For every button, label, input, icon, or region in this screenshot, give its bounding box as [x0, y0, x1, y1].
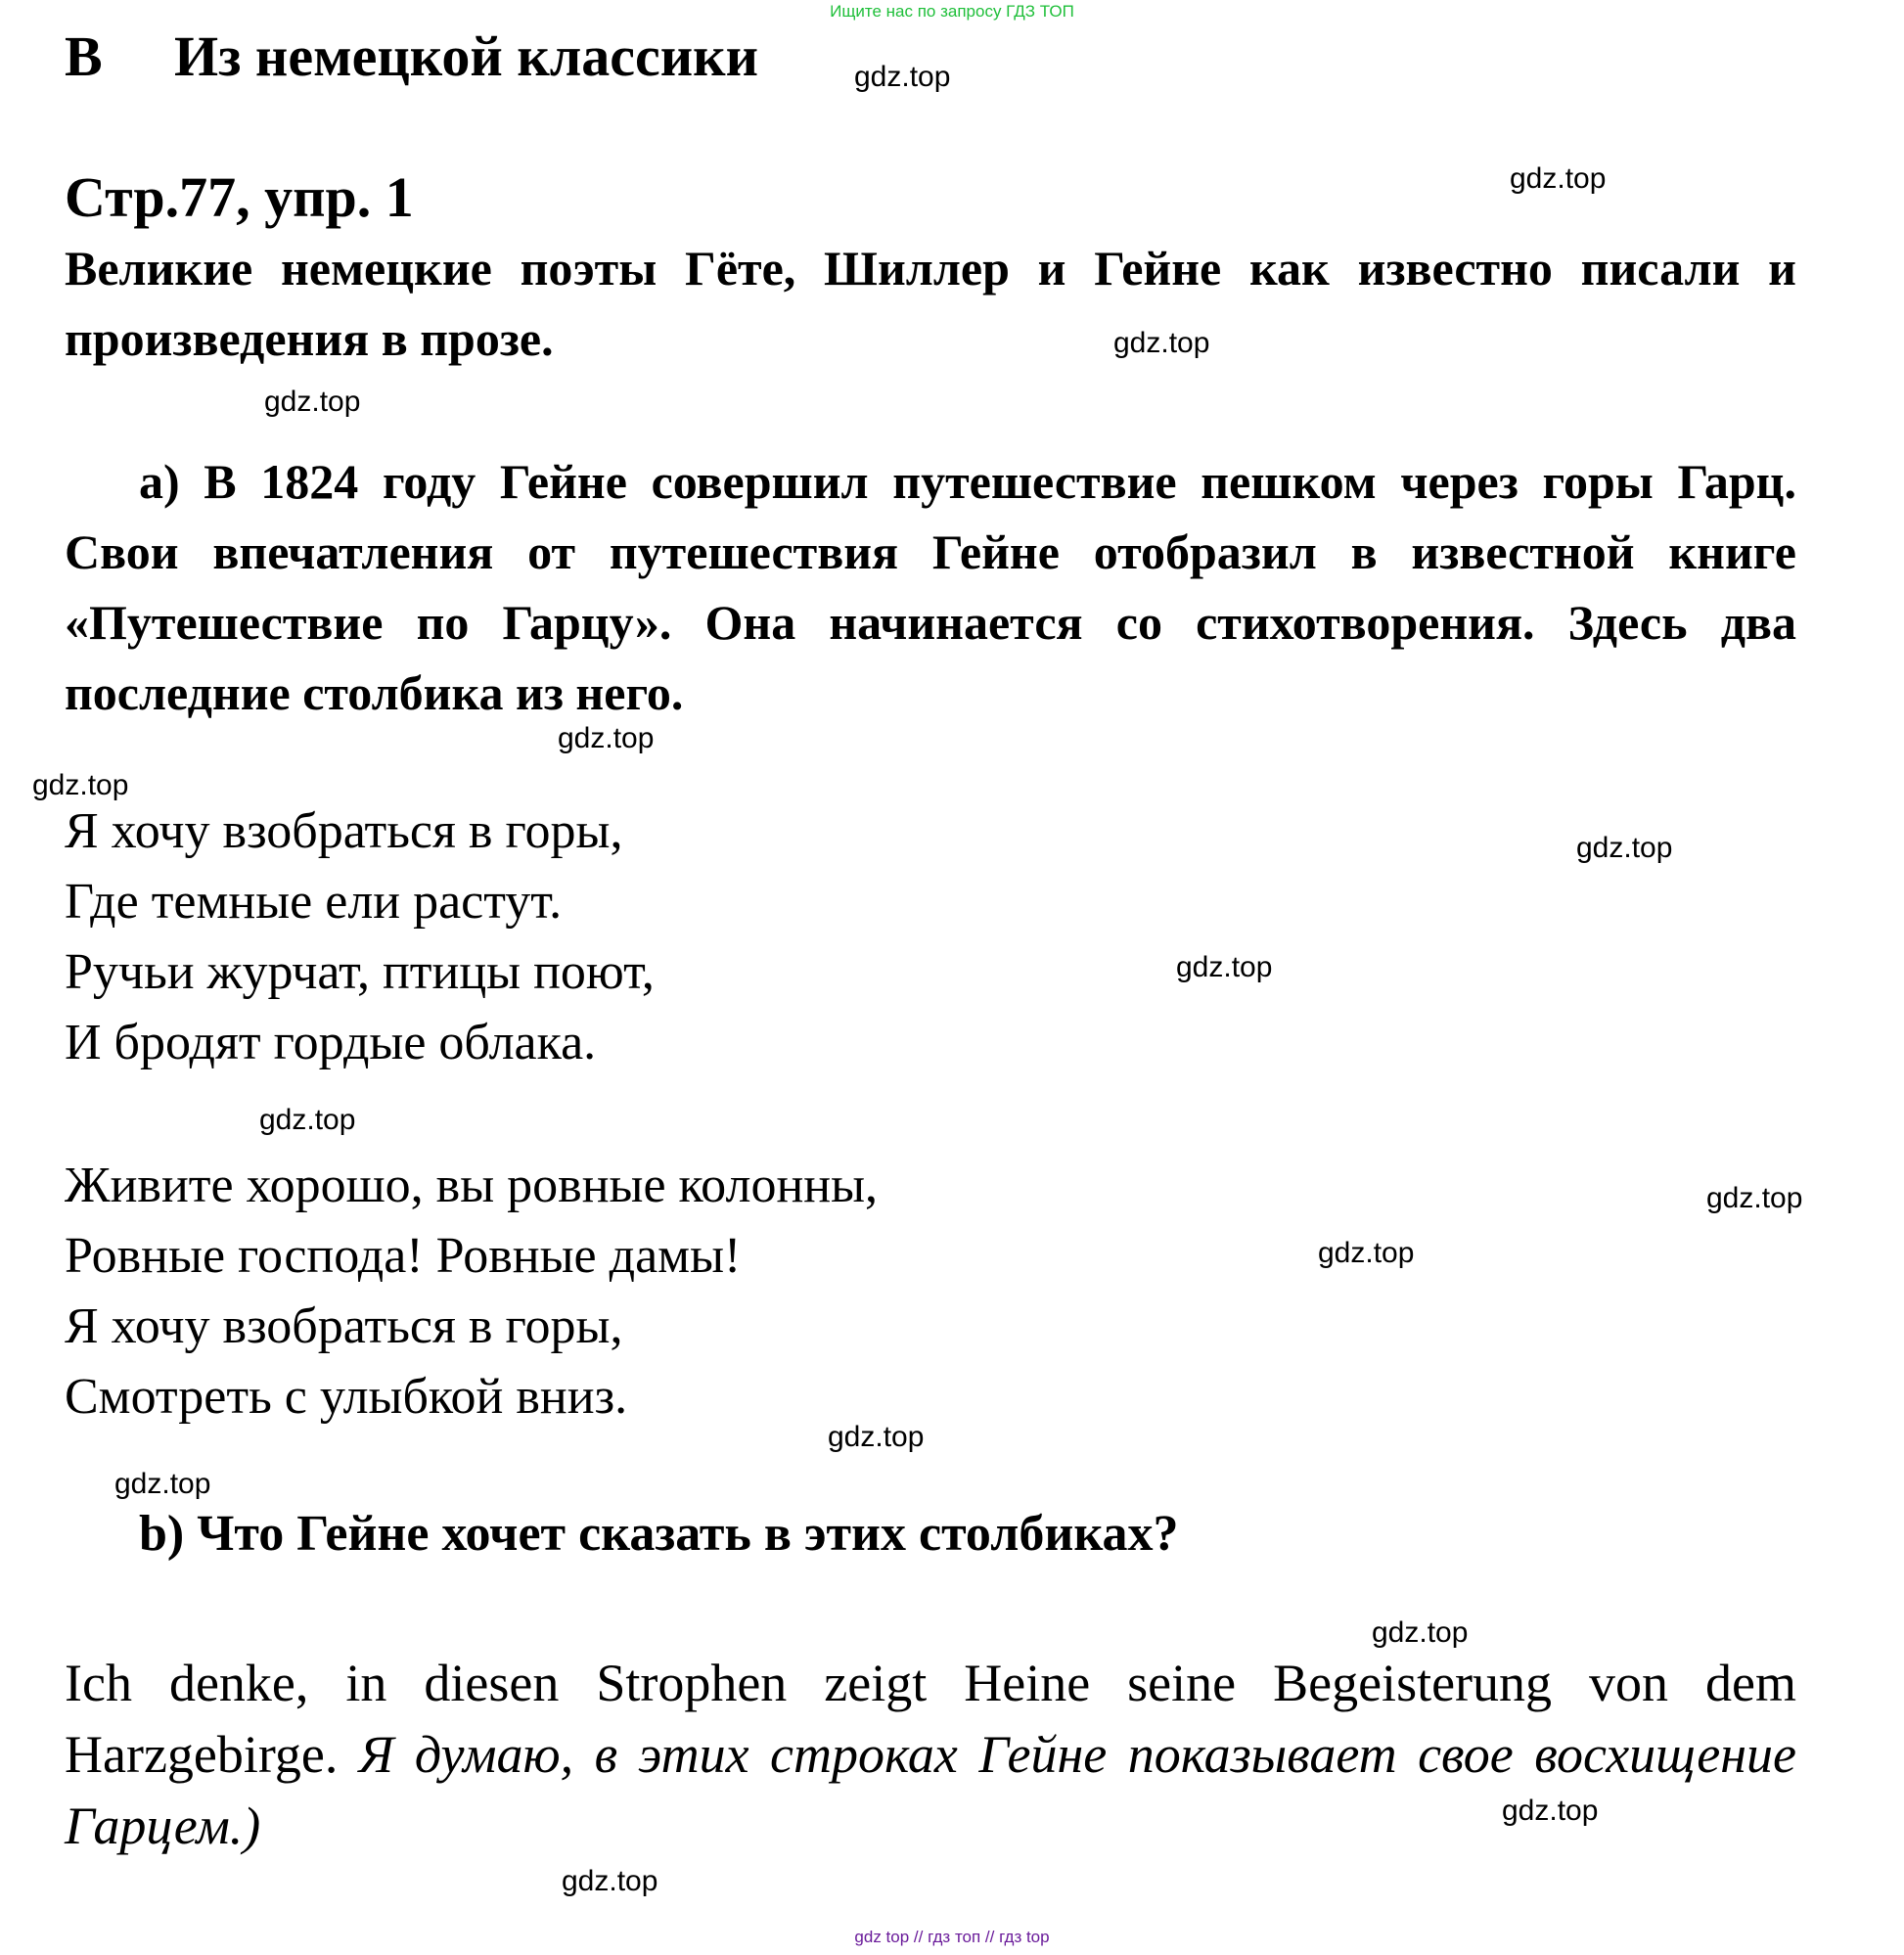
watermark: gdz.top	[1576, 832, 1673, 864]
watermark: gdz.top	[264, 386, 361, 418]
part-a-text: а) В 1824 году Гейне совершил путешествие пешком через горы Гарц. Свои впечатления от путешествия Гейне отобразил в известной книге «Путешествие по Гарцу». Она начинается со стихотворения. Здесь два последние столбика из него.	[65, 454, 1796, 720]
watermark: gdz.top	[1706, 1182, 1803, 1214]
answer-russian: Я думаю, в этих строках Гейне показывает свое восхищение Гарцем.)	[65, 1725, 1796, 1855]
poem-line: Где темные ели растут.	[65, 874, 563, 930]
search-banner: Ищите нас по запросу ГДЗ ТОП	[830, 2, 1074, 21]
poem-line: Ручьи журчат, птицы поют,	[65, 944, 655, 1000]
poem-line: Ровные господа! Ровные дамы!	[65, 1228, 742, 1284]
poem-line: Смотреть с улыбкой вниз.	[65, 1369, 628, 1425]
watermark: gdz.top	[32, 769, 129, 801]
poem-line: И бродят гордые облака.	[65, 1015, 597, 1070]
answer-paragraph	[65, 1648, 1796, 1862]
poem-line: Я хочу взобраться в горы,	[65, 1298, 623, 1354]
answer-german: Ich denke, in diesen Strophen zeigt Heine seine Begeisterung von dem Harzgebirge.	[65, 1654, 1796, 1784]
watermark: gdz.top	[558, 722, 655, 754]
exercise-heading: Стр.77, упр. 1	[65, 165, 414, 229]
watermark: gdz.top	[1502, 1795, 1599, 1827]
watermark: gdz.top	[1372, 1616, 1469, 1649]
section-letter: B	[65, 24, 103, 88]
poem-line: Я хочу взобраться в горы,	[65, 803, 623, 859]
watermark: gdz.top	[828, 1421, 925, 1453]
watermark: gdz.top	[854, 61, 951, 93]
watermark: gdz.top	[1510, 162, 1607, 195]
watermark: gdz.top	[1318, 1237, 1415, 1269]
poem-line: Живите хорошо, вы ровные колонны,	[65, 1158, 879, 1213]
part-b-question: b) Что Гейне хочет сказать в этих столбиках?	[139, 1506, 1179, 1562]
footer-watermark: gdz top // гдз топ // гдз top	[854, 1928, 1050, 1946]
watermark: gdz.top	[114, 1468, 211, 1500]
watermark: gdz.top	[562, 1865, 658, 1897]
watermark: gdz.top	[1113, 327, 1210, 359]
watermark: gdz.top	[259, 1104, 356, 1136]
watermark: gdz.top	[1176, 951, 1273, 983]
exercise-intro: Великие немецкие поэты Гёте, Шиллер и Гейне как известно писали и произведения в прозе.	[65, 241, 1796, 366]
section-title: Из немецкой классики	[174, 24, 759, 88]
